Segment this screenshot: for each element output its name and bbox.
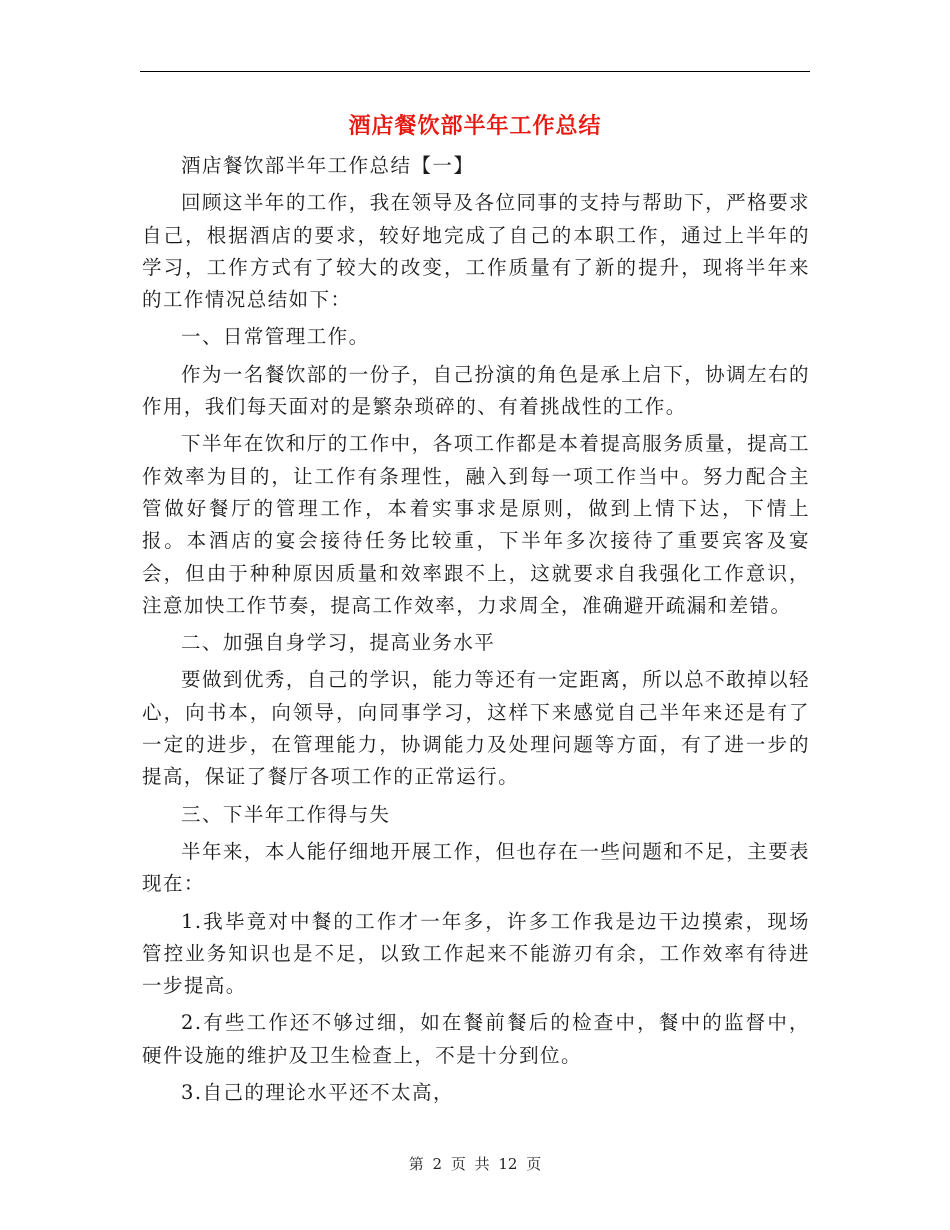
document-title: 酒店餐饮部半年工作总结 xyxy=(348,113,602,139)
page-number: 第 2 页 共 12 页 xyxy=(408,1155,542,1173)
document-body xyxy=(142,150,810,1114)
list-item-1: 1.我毕竟对中餐的工作才一年多，许多工作我是边干边摸索，现场管控业务知识也是不足，以致工作起来不能游刃有余，工作效率有待进一步提高。 xyxy=(142,909,810,998)
heading-self-study: 二、加强自身学习，提高业务水平 xyxy=(181,631,496,655)
heading-daily-management: 一、日常管理工作。 xyxy=(181,325,370,349)
list-item-3: 3.自己的理论水平还不太高， xyxy=(181,1081,454,1105)
paragraph-section-heading: 酒店餐饮部半年工作总结【一】 xyxy=(181,154,475,177)
heading-gains-losses: 三、下半年工作得与失 xyxy=(181,802,391,826)
paragraph-shortcomings-intro: 半年来，本人能仔细地开展工作，但也存在一些问题和不足，主要表现在： xyxy=(142,839,810,896)
paragraph-role: 作为一名餐饮部的一份子，自己扮演的角色是承上启下，协调左右的作用，我们每天面对的是繁杂琐碎的、有着挑战性的工作。 xyxy=(142,362,810,419)
paragraph-intro: 回顾这半年的工作，我在领导及各位同事的支持与帮助下，严格要求自己，根据酒店的要求，较好地完成了自己的本职工作，通过上半年的学习，工作方式有了较大的改变，工作质量有了新的提升，现将半年来的工作情况总结如下： xyxy=(142,191,810,312)
paragraph-work-detail: 下半年在饮和厅的工作中，各项工作都是本着提高服务质量，提高工作效率为目的，让工作有条理性，融入到每一项工作当中。努力配合主管做好餐厅的管理工作，本着实事求是原则，做到上情下达，下情上报。本酒店的宴会接待任务比较重，下半年多次接待了重要宾客及宴会，但由于种种原因质量和效率跟不上，这就要求自我强化工作意识，注意加快工作节奏，提高工作效率，力求周全，准确避开疏漏和差错。 xyxy=(142,432,810,617)
header-rule xyxy=(140,71,810,72)
paragraph-self-study: 要做到优秀，自己的学识，能力等还有一定距离，所以总不敢掉以轻心，向书本，向领导，向同事学习，这样下来感觉自己半年来还是有了一定的进步，在管理能力，协调能力及处理问题等方面，有了进一步的提高，保证了餐厅各项工作的正常运行。 xyxy=(142,668,810,789)
list-item-2: 2.有些工作还不够过细，如在餐前餐后的检查中，餐中的监督中，硬件设施的维护及卫生检查上，不是十分到位。 xyxy=(142,1011,810,1067)
